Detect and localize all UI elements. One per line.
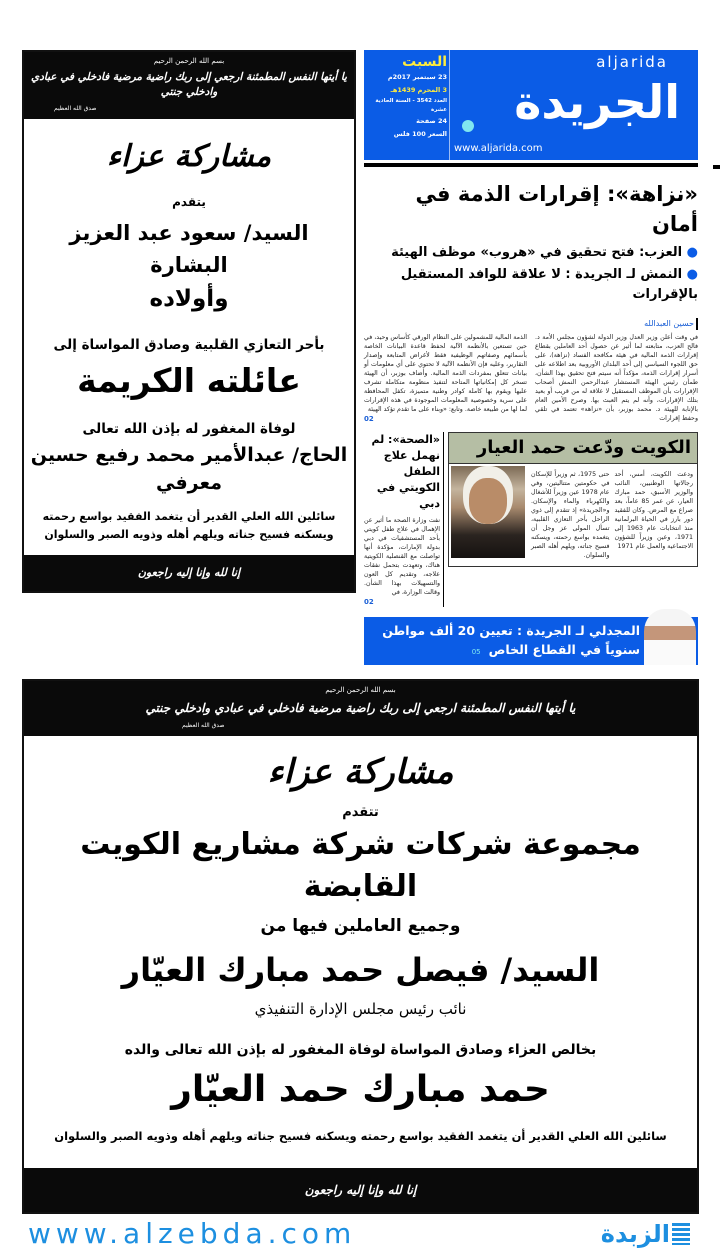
verse-end: صدق الله العظيم [182, 722, 225, 729]
feature-column-1: ودعت الكويت، أمس، أحد رجالاتها الوطنيين، النائب والوزير الأسبق، حمد مبارك العيار، عن عمر 85 عاماً، بعد صراع مع المرض. وكان للفقيد دور بارز في الحياة البرلمانية منذ انتخابات عام 1963 إلى 1971، وعين وزيراً للشؤون الاجتماعية والعمل عام 1971 [614, 471, 693, 550]
ad-footer-text: إنا لله وإنا إليه راجعون [137, 566, 241, 579]
banner-page-ref: 05 [471, 648, 481, 656]
lead-body [364, 333, 698, 424]
ad-header-band [24, 681, 697, 736]
rule-short [713, 165, 720, 169]
condolence-ad-2 [22, 679, 699, 1214]
banner-line-2: سنوياً في القطاع الخاص [488, 642, 640, 657]
ad-prayer-1: سائلين الله العلي القدير أن يتغمد الفقيد بواسع رحمته [42, 510, 336, 523]
verse-end: صدق الله العظيم [54, 105, 97, 112]
front-page-column [364, 50, 698, 665]
logo-dot-icon [462, 120, 474, 132]
issue: العدد 3542 - السنة الحادية عشرة [375, 98, 447, 113]
condolence-ad-1 [22, 50, 356, 593]
ad-condolence: بأحر التعازي القلبية وصادق المواساة إلى [53, 337, 325, 353]
ad-footer-text: إنا لله وإنا إليه راجعون [304, 1183, 417, 1197]
ad-sender: السيد/ سعود عبد العزيز البشارة [69, 221, 309, 277]
ad-header-band [24, 52, 354, 119]
ad-sender: مجموعة شركات شركة مشاريع الكويت القابضة [80, 827, 641, 904]
feature-box [448, 432, 698, 567]
feature-column-2: حتى 1975، ثم وزيراً للإسكان في حكومتين متتاليتين، وفي عام 1978 عين وزيراً للأشغال والكهرباء والماء والإسكان. و«الجريدة» إذ تتقدم إلى ذوي الراحل بأحر التعازي القلبية، تسأل المولى عز وجل أن يتغمده بواسع رحمته، ويسكنه فسيح جناته، ويلهم أهله الصبر والسلوان. [531, 471, 610, 559]
footer [0, 1214, 720, 1256]
side-body: نفت وزارة الصحة ما أثير عن الإهمال في علاج طفل كويتي بأحد المستشفيات في دبي بدولة الإمارات، مؤكدة أنها تواصلت مع القنصلية الكويتية هناك، وتعهدت بتحمل نفقات علاجه، وتقديم كل العون والتسهيلات بهذا الشأن. وقالت الوزارة، في [364, 517, 440, 596]
price: السعر 100 فلس [393, 130, 447, 138]
story-row [364, 432, 698, 607]
ad-condolence: بخالص العزاء وصادق المواساة لوفاة المغفور له بإذن الله تعالى والده [124, 1042, 597, 1058]
bullet-icon: ● [682, 245, 698, 260]
ad-deceased: حمد مبارك حمد العيّار [171, 1069, 550, 1110]
pages: 24 صفحة [416, 117, 447, 125]
ad-title: مشاركة عزاء [106, 139, 272, 174]
ad-intro: يتقدم [172, 195, 206, 209]
ad-sender-2: وأولاده [149, 286, 229, 312]
bullet-icon: ● [682, 267, 698, 282]
ad-deceased: الحاج/ عبدالأمير محمد رفيع حسين معرفي [30, 444, 348, 494]
edition-info [366, 53, 447, 141]
menu-lines-icon [672, 1223, 690, 1245]
ad-prayer-2: ويسكنه فسيح جناته ويلهم أهله وذويه الصبر والسلوان [44, 528, 334, 541]
ad-footer-band [24, 555, 354, 591]
page-ref-link[interactable]: 02 [364, 415, 374, 423]
date-greg: 23 سبتمبر 2017م [387, 73, 447, 81]
rule [364, 163, 698, 167]
side-story [364, 432, 444, 607]
feature-photo [451, 466, 525, 558]
ad-family: عائلته الكريمة [77, 361, 301, 400]
ad-sender-2: وجميع العاملين فيها من [260, 916, 461, 936]
quran-verse: يا أيتها النفس المطمئنة ارجعي إلى ربك راضية مرضية فادخلي في عبادي وادخلي جنتي [145, 701, 576, 715]
side-headline: «الصحة»: لم نهمل علاج الطفل الكويتي في دبي [371, 433, 440, 510]
ad-prayer: سائلين الله العلي القدير أن يتغمد الفقيد بواسع رحمته ويسكنه فسيح جناته ويلهم أهله وذويه الصبر والسلوان [54, 1129, 667, 1143]
lead-bullet-2: ● النمش لـ الجريدة : لا علاقة للوافد المستقيل بالإقرارات [400, 267, 698, 302]
ad-person: السيد/ فيصل حمد مبارك العيّار [121, 951, 600, 989]
byline: حسين العبدالله [644, 318, 698, 330]
lead-column-1: في وقت أعلن وزير العدل وزير الدولة لشؤون مجلس الأمة د. فالح العزب، متابعته لما أثير عن حصول أحد العاملين بقطاع إقرارات الذمة المالية في هيئة مكافحة الفساد (نزاهة)، على حق اللجوء السياسي إلى أحد البلدان الأوروبية بعد اطلاعه على أسرار إقرارات الذمة، مؤكداً أنه سيتم فتح تحقيق بهذا الشأن، طمأن رئيس الهيئة المستشار عبدالرحمن النمش أصحاب الإقرارات بأن الموظف المستقيل لا علاقة له من قريب أو بعيد بتلك الإقرارات، وأنه لم يتم العبث بها. وصرح الأمين العام بالإنابة للهيئة د. محمد بوزبر، بأن «نزاهة» تعتمد في تلقي وحفظ إقرارات [535, 334, 698, 422]
side-page-ref-link[interactable]: 02 [364, 598, 374, 606]
quran-verse: يا أيتها النفس المطمئنة ارجعي إلى ربك راضية مرضية فادخلي في عبادي وادخلي جنتي [31, 71, 347, 98]
site-url: www.aljarida.com [454, 143, 543, 154]
lead-column-2: الذمة المالية للمشمولين على النظام الورقي كأساس وحيد، في حين تستعين بالأنظمة الآلية لحفظ قاعدة البيانات الخاصة بأسمائهم وصفاتهم الوظيفية فقط لأغراض المتابعة وإصدار التقارير، وعليه فإن الأنظمة الآلية لا تحتوي على أي معلومات أو بيانات تتعلق بمفردات الذمة المالية. وأضاف بوزبر، أن الهيئة تسخر كل إمكانياتها المتاحة لتنفيذ منظومة متكاملة تشرف عليها ويقوم بها كاملة كوادر وطنية متميزة، تكفل المحافظة على سرية وخصوصية المعلومات الموجودة في هذه الإقرارات لما لها من طبيعة خاصة. وتابع: «وبناء على ما تقدم تؤكد الهيئة [363, 334, 527, 413]
logo-ar: الجريدة [514, 75, 680, 129]
ad-intro: تتقدم [342, 805, 379, 820]
ad-footer-band [24, 1168, 697, 1212]
ad-death: لوفاة المغفور له بإذن الله تعالى [82, 421, 296, 437]
masthead [364, 50, 698, 160]
date-hijri: 3 المحرم 1439هـ [390, 86, 447, 94]
feature-headline: الكويت ودّعت حمد العيار [449, 433, 697, 464]
basmala: بسم الله الرحمن الرحيم [153, 57, 225, 65]
promo-banner[interactable] [364, 617, 698, 665]
lead-bullet-1: ● العزب: فتح تحقيق في «هروب» موظف الهيئة [391, 245, 698, 260]
day: السبت [402, 54, 447, 70]
ad-title: مشاركة عزاء [267, 752, 454, 792]
person-photo [644, 609, 696, 665]
ad-position: نائب رئيس مجلس الإدارة التنفيذي [254, 1000, 467, 1018]
basmala: بسم الله الرحمن الرحيم [325, 686, 396, 694]
lead-headline: «نزاهة»: إقرارات الذمة في أمان [415, 182, 698, 236]
banner-line-1: المجدلي لـ الجريدة : تعيين 20 ألف مواطن [382, 623, 640, 638]
footer-logo: الزبدة [601, 1217, 690, 1251]
logo-en: aljarida [596, 53, 668, 71]
footer-website-link[interactable]: www.alzebda.com [28, 1217, 357, 1250]
